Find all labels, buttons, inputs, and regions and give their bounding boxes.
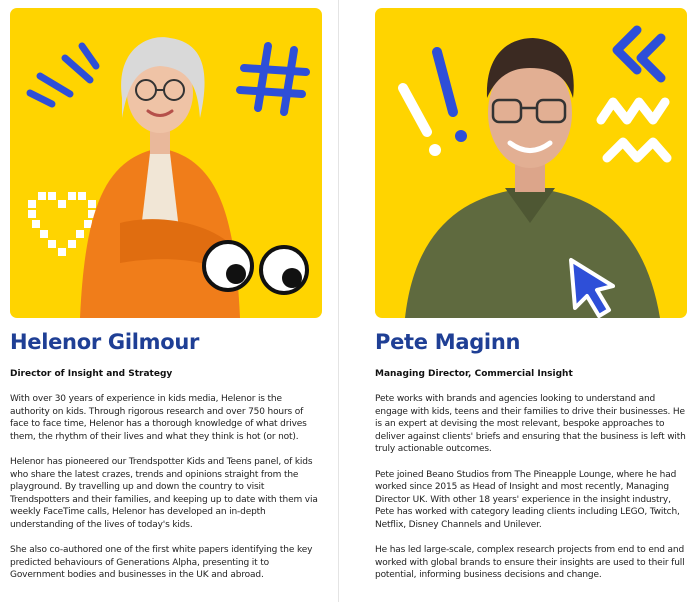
bio-paragraph: He has led large-scale, complex research projects from end to end and worked with global brands to ensure their insights are used to their full potential, informing business decisions and change.	[375, 545, 685, 581]
dash-doodle-icon	[30, 46, 96, 104]
bio-paragraph: She also co-authored one of the first white papers identifying the key predicted behaviours of Generations Alpha, presenting it to Government bodies and businesses in the UK and abroad.	[10, 545, 313, 581]
exclamation-icon	[403, 52, 467, 156]
person-name: Helenor Gilmour	[10, 330, 200, 354]
person-role: Director of Insight and Strategy	[10, 369, 173, 379]
profile-photo	[375, 8, 687, 318]
column-divider	[338, 0, 339, 602]
person-name: Pete Maginn	[375, 330, 521, 354]
zigzag-doodle-icon	[601, 102, 667, 158]
bio-paragraph: Helenor has pioneered our Trendspotter Kids and Teens panel, of kids who share the latest crazes, trends and opinions straight from the playground. By travelling up and down the country to visit Trendspotters and their families, and keeping up to date with them via weekly FaceTime calls, Helenor has developed an in-depth understanding of the lives of today's kids.	[10, 456, 318, 530]
bio-paragraph: Pete works with brands and agencies looking to understand and engage with kids, teens and their families to drive their businesses. He is an expert at devising the most relevant, bespoke approaches to deliver against clients' briefs and ensuring that the business is left with truly actionable outcomes.	[375, 394, 686, 455]
googly-eyes-icon	[204, 242, 307, 293]
bio-paragraph: With over 30 years of experience in kids media, Helenor is the authority on kids. Through rigorous research and over 750 hours of face to face time, Helenor has a thorough knowledge of what drives them, the rhythm of their lives and what they think is hot (or not).	[10, 394, 307, 442]
person-bio	[10, 393, 322, 595]
person-bio	[375, 393, 690, 595]
profile-card-helenor	[10, 0, 330, 581]
profile-card-pete	[375, 0, 695, 581]
bio-paragraph: Pete joined Beano Studios from The Pineapple Lounge, where he had worked since 2015 as Head of Insight and most recently, Managing Director UK. With other 18 years' experience in the insight industry, Pete has worked with category leading clients including LEGO, Twitch, Netflix, Disney Channels and Unilever.	[375, 469, 680, 530]
hashtag-icon	[240, 46, 306, 112]
chevron-doodle-icon	[617, 30, 661, 78]
profile-photo	[10, 8, 322, 318]
pixel-heart-icon	[28, 192, 96, 256]
person-role: Managing Director, Commercial Insight	[375, 369, 573, 379]
